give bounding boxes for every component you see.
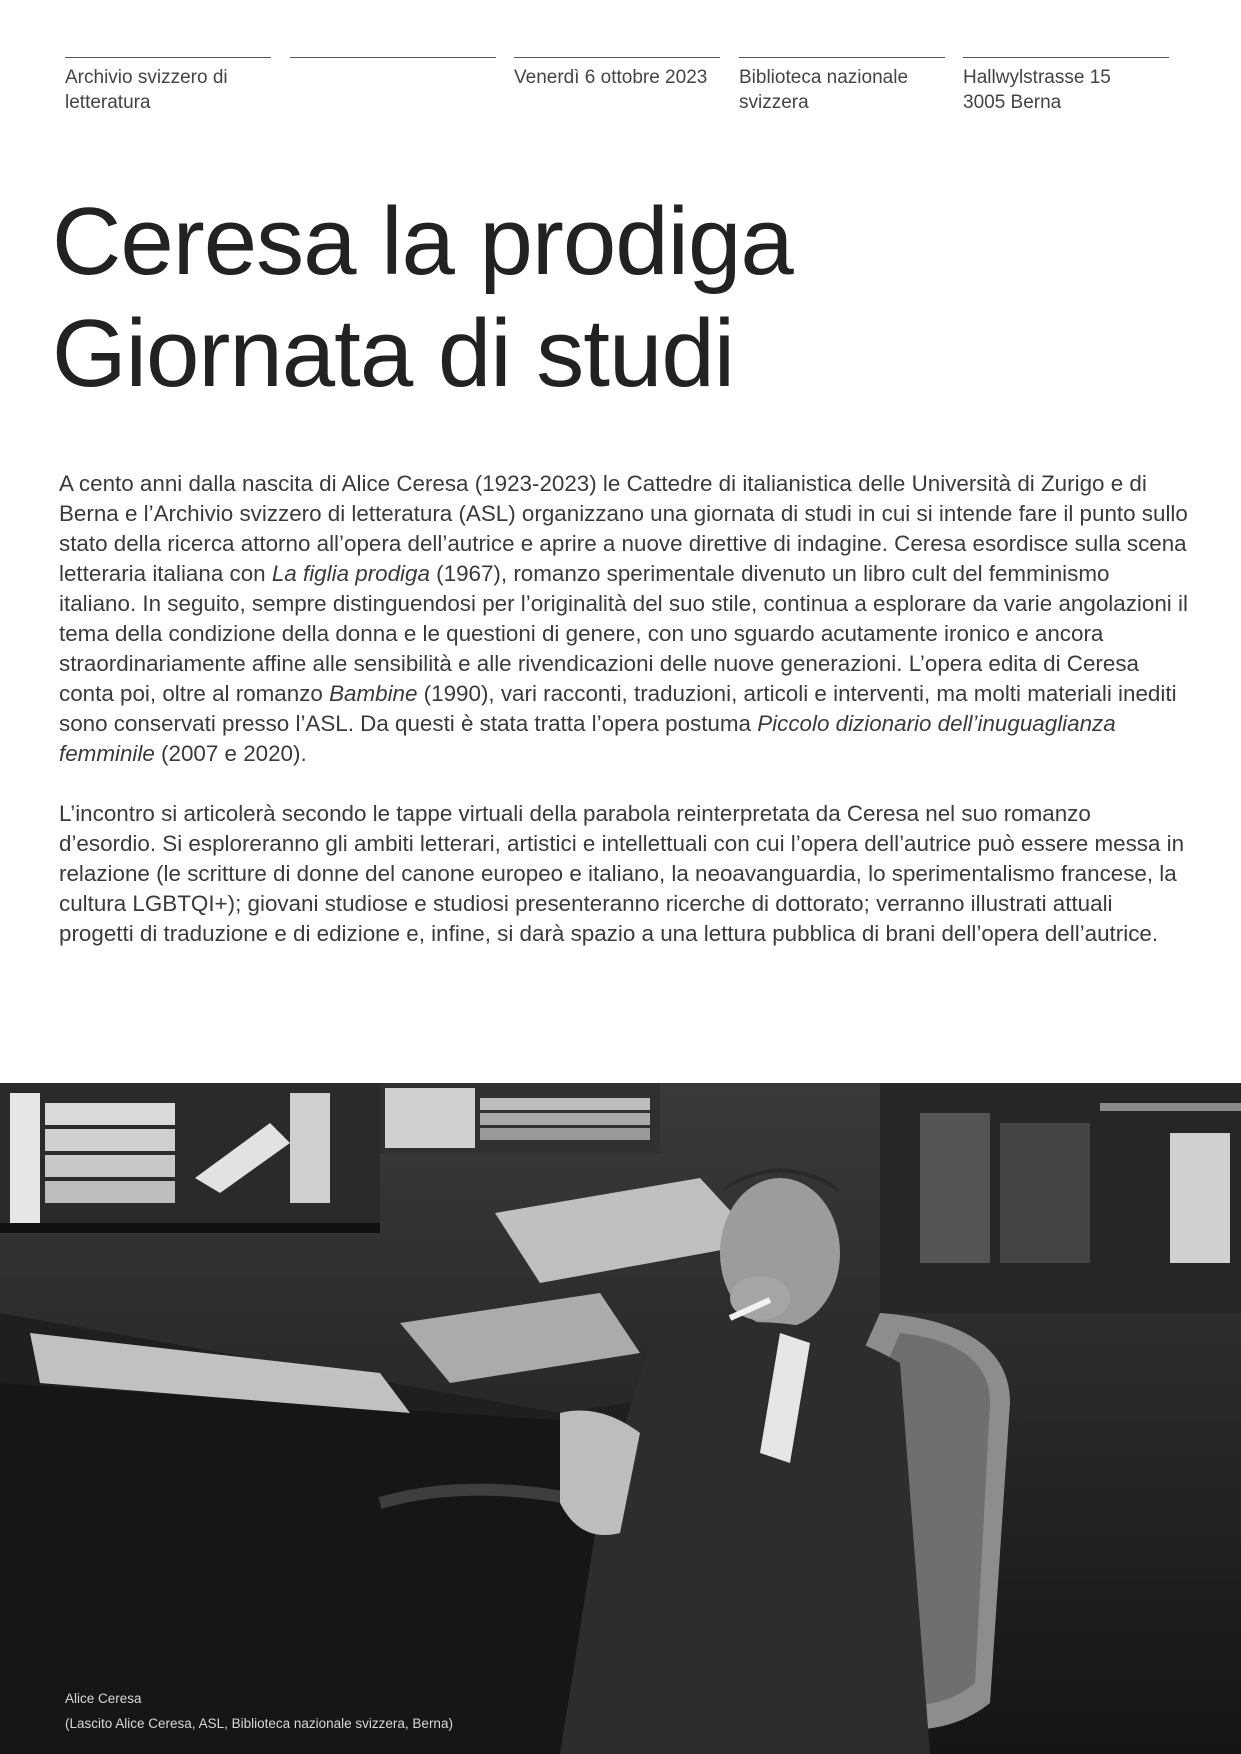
header-empty-column xyxy=(290,57,496,65)
header-venue-line2: svizzera xyxy=(739,92,809,113)
portrait-photo-illustration xyxy=(0,1083,1241,1754)
photo-caption-credit: (Lascito Alice Ceresa, ASL, Biblioteca nazionale svizzera, Berna) xyxy=(65,1716,453,1731)
header-institution-line2: letteratura xyxy=(65,92,151,113)
title-line-2: Giornata di studi xyxy=(52,300,735,407)
header-address-line1: Hallwylstrasse 15 xyxy=(963,67,1111,88)
paragraph-1 xyxy=(59,469,1189,769)
p1-title-la-figlia-prodiga: La figlia prodiga xyxy=(271,561,430,586)
photo-caption-name: Alice Ceresa xyxy=(65,1691,142,1706)
p1-text-a: A cento anni dalla nascita di Alice Ceresa (1923-2023) le Cattedre di italianistica delle Università di Zurigo e di Berna e l’Archivio svizzero di letteratura (ASL) organizzano una giornata di studi in cui si intende fare il punto sullo stato della ricerca attorno all’opera dell’autrice e aprire a nuove direttive di indagine. Ceresa esordisce sulla scena letteraria italiana con xyxy=(59,471,1188,586)
p1-text-c: (1990), vari racconti, traduzioni, articoli e interventi, ma molti materiali inediti sono conservati presso l’ASL. Da questi è stata tratta l’opera postuma xyxy=(59,681,1177,736)
portrait-photo xyxy=(0,1083,1241,1754)
body-text xyxy=(59,469,1189,979)
header xyxy=(65,57,1171,127)
photo-caption xyxy=(65,1686,453,1736)
p1-text-b: (1967), romanzo sperimentale divenuto un libro cult del femminismo italiano. In seguito, sempre distinguendosi per l’originalità del suo stile, continua a esplorare da varie angolazioni il tema della condizione della donna e le questioni di genere, con uno sguardo acutamente ironico e ancora straordinariamente affine alle sensibilità e alle rivendicazioni delle nuove generazioni. L’opera edita di Ceresa conta poi, oltre al romanzo xyxy=(59,561,1188,706)
p1-title-piccolo-dizionario: Piccolo dizionario dell’inuguaglianza femminile xyxy=(59,711,1116,766)
header-date xyxy=(514,57,720,90)
header-address-line2: 3005 Berna xyxy=(963,92,1062,113)
header-date-text: Venerdì 6 ottobre 2023 xyxy=(514,67,708,88)
paragraph-2: L’incontro si articolerà secondo le tappe virtuali della parabola reinterpretata da Ceresa nel suo romanzo d’esordio. Si esploreranno gli ambiti letterari, artistici e intellettuali con cui l’opera dell’autrice può essere messa in relazione (le scritture di donne del canone europeo e italiano, la neoavanguardia, lo sperimentalismo francese, la cultura LGBTQI+); giovani studiose e studiosi presenteranno ricerche di dottorato; verranno illustrati attuali progetti di traduzione e di edizione e, infine, si darà spazio a una lettura pubblica di brani dell’opera dell’autrice. xyxy=(59,801,1185,946)
p1-title-bambine: Bambine xyxy=(329,681,418,706)
header-institution xyxy=(65,57,271,115)
header-address xyxy=(963,57,1169,115)
p1-text-d: (2007 e 2020). xyxy=(154,741,307,766)
header-venue-line1: Biblioteca nazionale xyxy=(739,67,909,88)
title-line-1: Ceresa la prodiga xyxy=(52,188,793,295)
header-venue xyxy=(739,57,945,115)
header-institution-line1: Archivio svizzero di xyxy=(65,67,228,88)
page-title xyxy=(52,186,793,410)
